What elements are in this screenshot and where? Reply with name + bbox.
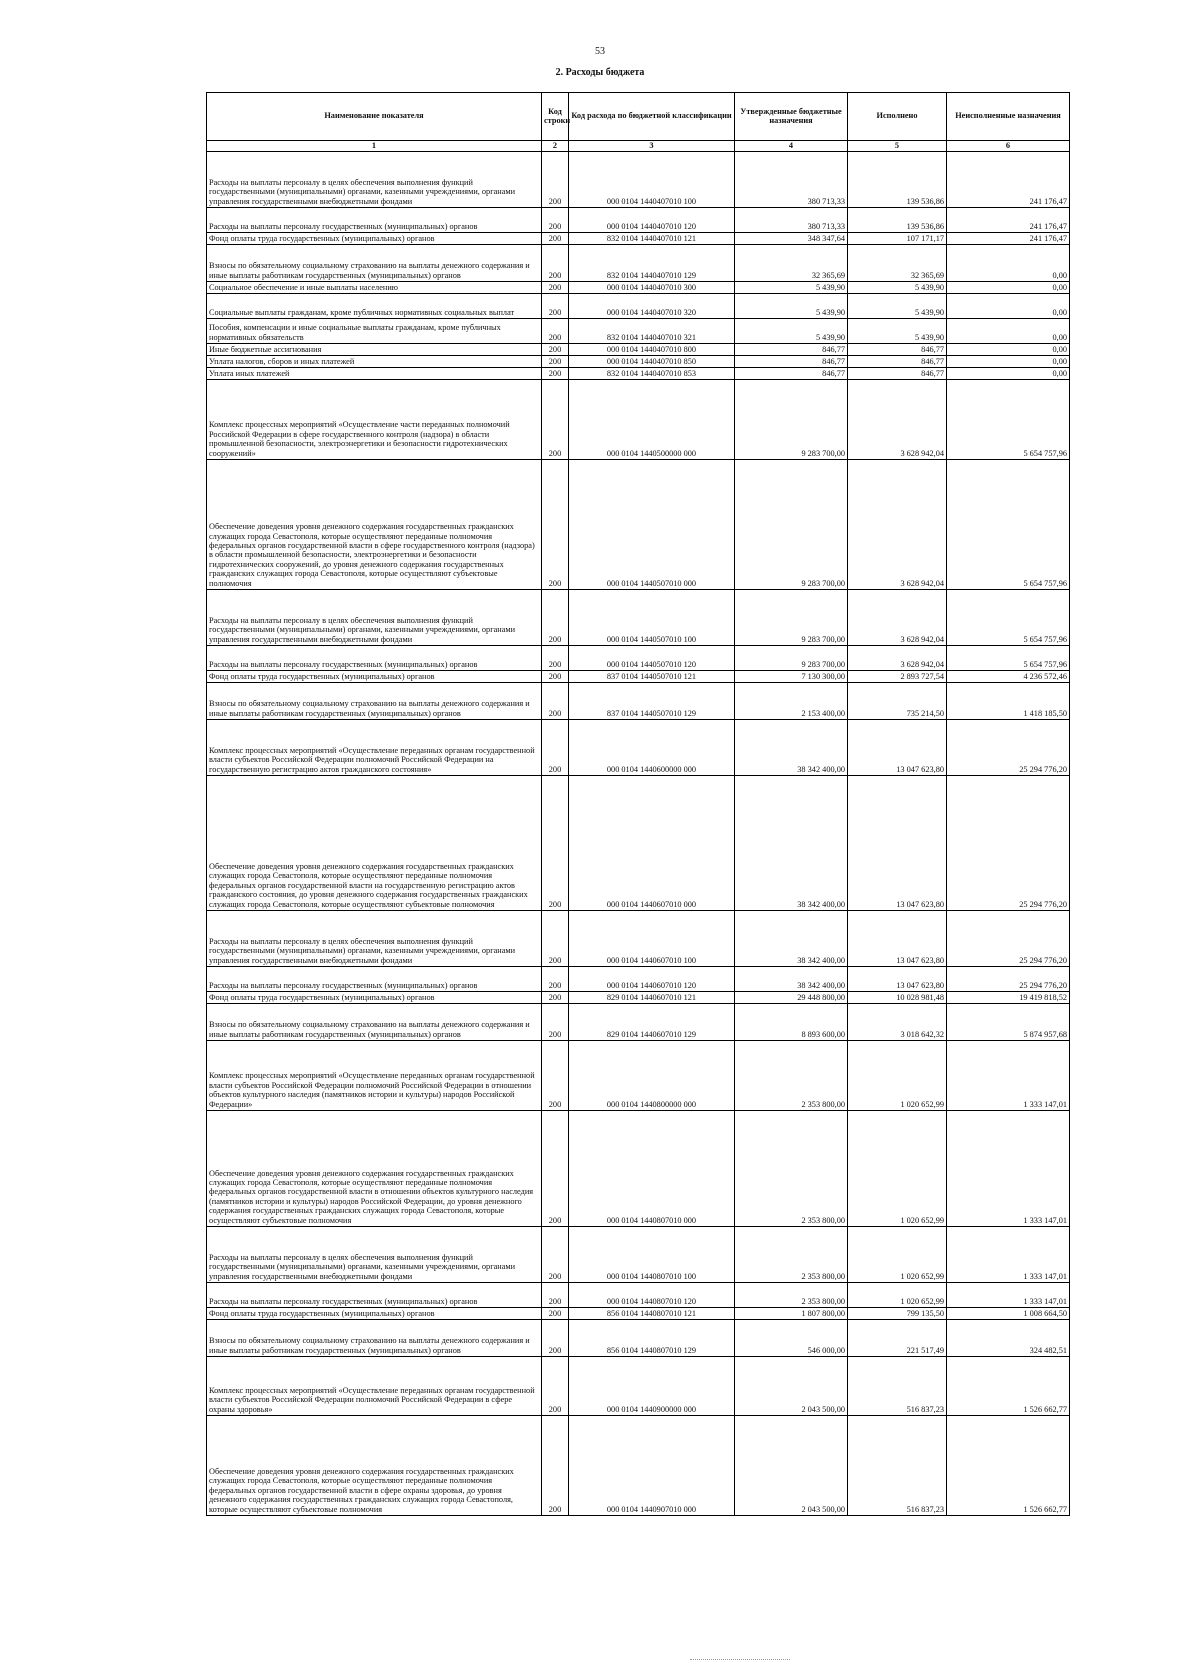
table-cell-line-code: 200: [542, 967, 569, 992]
table-row: [207, 152, 1070, 208]
table-row: [207, 294, 1070, 319]
table-cell-executed: 3 018 642,32: [848, 1004, 947, 1041]
table-cell-budget-code: 000 0104 1440407010 850: [569, 356, 735, 368]
table-cell-line-code: 200: [542, 344, 569, 356]
table-cell-line-code: 200: [542, 590, 569, 646]
table-cell-executed: 3 628 942,04: [848, 590, 947, 646]
table-cell-budget-code: 856 0104 1440807010 121: [569, 1308, 735, 1320]
table-cell-executed: 5 439,90: [848, 294, 947, 319]
table-cell-executed: 10 028 981,48: [848, 992, 947, 1004]
table-cell-line-code: 200: [542, 1308, 569, 1320]
table-cell-unexecuted: 0,00: [947, 344, 1070, 356]
table-cell-unexecuted: 5 654 757,96: [947, 590, 1070, 646]
table-cell-line-code: 200: [542, 460, 569, 590]
table-cell-unexecuted: 1 526 662,77: [947, 1416, 1070, 1516]
table-cell-budget-code: 000 0104 1440807010 120: [569, 1283, 735, 1308]
table-cell-approved: 2 043 500,00: [735, 1357, 848, 1416]
column-header-unexecuted: Неисполненные назначения: [947, 93, 1070, 141]
table-cell-budget-code: 829 0104 1440607010 121: [569, 992, 735, 1004]
table-cell-budget-code: 000 0104 1440507010 000: [569, 460, 735, 590]
table-cell-executed: 516 837,23: [848, 1357, 947, 1416]
table-cell-line-code: 200: [542, 356, 569, 368]
table-cell-approved: 38 342 400,00: [735, 967, 848, 992]
table-cell-unexecuted: 4 236 572,46: [947, 671, 1070, 683]
column-number: 1: [207, 141, 542, 152]
table-cell-name: Расходы на выплаты персоналу в целях обеспечения выполнения функций государственными (муниципальными) органами, казенными учреждениями, органами управления государственными внебюджетными фондами: [207, 152, 542, 208]
page-number: 53: [595, 46, 605, 57]
table-cell-approved: 2 353 800,00: [735, 1283, 848, 1308]
table-cell-budget-code: 000 0104 1440607010 100: [569, 911, 735, 967]
table-row: [207, 992, 1070, 1004]
table-cell-name: Комплекс процессных мероприятий «Осуществление переданных органам государственной власти субъектов Российской Федерации полномочий Российской Федерации в сфере охраны здоровья»: [207, 1357, 542, 1416]
table-cell-budget-code: 000 0104 1440407010 120: [569, 208, 735, 233]
table-cell-approved: 38 342 400,00: [735, 911, 848, 967]
table-cell-executed: 516 837,23: [848, 1416, 947, 1516]
table-cell-name: Фонд оплаты труда государственных (муниципальных) органов: [207, 992, 542, 1004]
table-cell-budget-code: 000 0104 1440500000 000: [569, 380, 735, 460]
table-cell-approved: 5 439,90: [735, 294, 848, 319]
table-cell-budget-code: 000 0104 1440600000 000: [569, 720, 735, 776]
table-cell-unexecuted: 1 333 147,01: [947, 1041, 1070, 1111]
table-row: [207, 380, 1070, 460]
table-cell-unexecuted: 0,00: [947, 368, 1070, 380]
table-row: [207, 344, 1070, 356]
table-cell-budget-code: 000 0104 1440607010 000: [569, 776, 735, 911]
expenses-table: [206, 92, 1070, 1516]
table-cell-unexecuted: 1 008 664,50: [947, 1308, 1070, 1320]
table-cell-line-code: 200: [542, 245, 569, 282]
table-cell-name: Расходы на выплаты персоналу государственных (муниципальных) органов: [207, 646, 542, 671]
table-cell-executed: 13 047 623,80: [848, 776, 947, 911]
table-cell-line-code: 200: [542, 1416, 569, 1516]
scan-artifact: [690, 1659, 790, 1662]
table-cell-approved: 846,77: [735, 344, 848, 356]
table-cell-unexecuted: 241 176,47: [947, 152, 1070, 208]
table-row: [207, 1227, 1070, 1283]
table-cell-name: Расходы на выплаты персоналу государственных (муниципальных) органов: [207, 967, 542, 992]
table-row: [207, 356, 1070, 368]
table-cell-line-code: 200: [542, 152, 569, 208]
table-cell-unexecuted: 25 294 776,20: [947, 720, 1070, 776]
column-header-executed: Исполнено: [848, 93, 947, 141]
table-cell-line-code: 200: [542, 282, 569, 294]
table-cell-approved: 2 353 800,00: [735, 1227, 848, 1283]
table-cell-unexecuted: 1 526 662,77: [947, 1357, 1070, 1416]
table-cell-approved: 846,77: [735, 356, 848, 368]
table-cell-approved: 2 153 400,00: [735, 683, 848, 720]
table-cell-unexecuted: 25 294 776,20: [947, 911, 1070, 967]
table-cell-executed: 107 171,17: [848, 233, 947, 245]
table-cell-executed: 13 047 623,80: [848, 720, 947, 776]
table-cell-name: Уплата налогов, сборов и иных платежей: [207, 356, 542, 368]
table-cell-budget-code: 832 0104 1440407010 129: [569, 245, 735, 282]
table-cell-name: Комплекс процессных мероприятий «Осуществление переданных органам государственной власти субъектов Российской Федерации полномочий Российской Федерации в отношении объектов культурного наследия (памятников истории и культуры) народов Российской Федерации»: [207, 1041, 542, 1111]
table-cell-approved: 2 353 800,00: [735, 1041, 848, 1111]
table-cell-unexecuted: 1 418 185,50: [947, 683, 1070, 720]
table-cell-executed: 139 536,86: [848, 208, 947, 233]
table-cell-executed: 221 517,49: [848, 1320, 947, 1357]
table-row: [207, 1357, 1070, 1416]
table-cell-line-code: 200: [542, 1283, 569, 1308]
table-cell-line-code: 200: [542, 294, 569, 319]
table-cell-budget-code: 000 0104 1440907010 000: [569, 1416, 735, 1516]
table-cell-approved: 1 807 800,00: [735, 1308, 848, 1320]
column-number: 2: [542, 141, 569, 152]
table-row: [207, 671, 1070, 683]
table-row: [207, 460, 1070, 590]
table-header-row: [207, 93, 1070, 141]
table-cell-approved: 5 439,90: [735, 319, 848, 344]
table-cell-line-code: 200: [542, 233, 569, 245]
table-row: [207, 683, 1070, 720]
table-cell-unexecuted: 0,00: [947, 319, 1070, 344]
table-cell-unexecuted: 241 176,47: [947, 208, 1070, 233]
table-cell-approved: 380 713,33: [735, 152, 848, 208]
table-row: [207, 1308, 1070, 1320]
table-cell-budget-code: 000 0104 1440607010 120: [569, 967, 735, 992]
table-cell-budget-code: 832 0104 1440407010 121: [569, 233, 735, 245]
table-cell-name: Обеспечение доведения уровня денежного содержания государственных гражданских служащих города Севастополя, которые осуществляют переданные полномочия федеральных органов государственной власти на государственную регистрацию актов гражданского состояния, до уровня денежного содержания государственных гражданских служащих города Севастополя, которые осуществляют субъектовые полномочия: [207, 776, 542, 911]
table-row: [207, 1283, 1070, 1308]
table-cell-name: Социальное обеспечение и иные выплаты населению: [207, 282, 542, 294]
table-cell-approved: 8 893 600,00: [735, 1004, 848, 1041]
table-cell-unexecuted: 19 419 818,52: [947, 992, 1070, 1004]
table-cell-budget-code: 829 0104 1440607010 129: [569, 1004, 735, 1041]
table-cell-executed: 13 047 623,80: [848, 967, 947, 992]
table-cell-budget-code: 000 0104 1440407010 800: [569, 344, 735, 356]
table-cell-approved: 2 043 500,00: [735, 1416, 848, 1516]
column-header-approved: Утвержденные бюджетные назначения: [735, 93, 848, 141]
table-cell-budget-code: 000 0104 1440407010 300: [569, 282, 735, 294]
table-cell-line-code: 200: [542, 1357, 569, 1416]
table-row: [207, 208, 1070, 233]
column-header-name: Наименование показателя: [207, 93, 542, 141]
table-cell-unexecuted: 241 176,47: [947, 233, 1070, 245]
table-cell-name: Взносы по обязательному социальному страхованию на выплаты денежного содержания и иные выплаты работникам государственных (муниципальных) органов: [207, 1320, 542, 1357]
table-cell-line-code: 200: [542, 646, 569, 671]
table-cell-name: Фонд оплаты труда государственных (муниципальных) органов: [207, 233, 542, 245]
table-row: [207, 1416, 1070, 1516]
table-cell-approved: 9 283 700,00: [735, 590, 848, 646]
column-number: 3: [569, 141, 735, 152]
table-row: [207, 1004, 1070, 1041]
table-cell-executed: 1 020 652,99: [848, 1041, 947, 1111]
table-cell-executed: 3 628 942,04: [848, 646, 947, 671]
table-cell-name: Социальные выплаты гражданам, кроме публичных нормативных социальных выплат: [207, 294, 542, 319]
table-cell-budget-code: 000 0104 1440900000 000: [569, 1357, 735, 1416]
table-row: [207, 282, 1070, 294]
table-cell-budget-code: 837 0104 1440507010 121: [569, 671, 735, 683]
table-cell-approved: 32 365,69: [735, 245, 848, 282]
table-cell-line-code: 200: [542, 992, 569, 1004]
table-cell-executed: 3 628 942,04: [848, 380, 947, 460]
table-cell-approved: 29 448 800,00: [735, 992, 848, 1004]
table-cell-name: Обеспечение доведения уровня денежного содержания государственных гражданских служащих города Севастополя, которые осуществляют переданные полномочия федеральных органов государственной власти в сфере государственного контроля (надзора) в области промышленной безопасности, электроэнергетики и безопасности гидротехнических сооружений, до уровня денежного содержания государственных гражданских служащих города Севастополя, которые осуществляют субъектовые полномочия: [207, 460, 542, 590]
table-cell-unexecuted: 5 654 757,96: [947, 380, 1070, 460]
table-cell-executed: 846,77: [848, 368, 947, 380]
table-cell-executed: 13 047 623,80: [848, 911, 947, 967]
table-cell-unexecuted: 0,00: [947, 356, 1070, 368]
table-cell-approved: 5 439,90: [735, 282, 848, 294]
table-row: [207, 1111, 1070, 1227]
table-cell-unexecuted: 5 654 757,96: [947, 460, 1070, 590]
table-cell-line-code: 200: [542, 208, 569, 233]
table-cell-approved: 9 283 700,00: [735, 646, 848, 671]
table-cell-line-code: 200: [542, 380, 569, 460]
table-cell-unexecuted: 5 874 957,68: [947, 1004, 1070, 1041]
table-cell-name: Взносы по обязательному социальному страхованию на выплаты денежного содержания и иные выплаты работникам государственных (муниципальных) органов: [207, 245, 542, 282]
table-cell-unexecuted: 324 482,51: [947, 1320, 1070, 1357]
table-cell-budget-code: 832 0104 1440407010 853: [569, 368, 735, 380]
table-cell-name: Расходы на выплаты персоналу в целях обеспечения выполнения функций государственными (муниципальными) органами, казенными учреждениями, органами управления государственными внебюджетными фондами: [207, 590, 542, 646]
table-cell-name: Обеспечение доведения уровня денежного содержания государственных гражданских служащих города Севастополя, которые осуществляют переданные полномочия федеральных органов государственной власти в сфере охраны здоровья, до уровня денежного содержания государственных гражданских служащих города Севастополя, которые осуществляют субъектовые полномочия: [207, 1416, 542, 1516]
table-cell-line-code: 200: [542, 776, 569, 911]
table-cell-approved: 7 130 300,00: [735, 671, 848, 683]
table-cell-executed: 32 365,69: [848, 245, 947, 282]
table-cell-budget-code: 000 0104 1440800000 000: [569, 1041, 735, 1111]
table-cell-name: Расходы на выплаты персоналу государственных (муниципальных) органов: [207, 1283, 542, 1308]
table-cell-executed: 3 628 942,04: [848, 460, 947, 590]
table-cell-executed: 846,77: [848, 356, 947, 368]
table-cell-line-code: 200: [542, 1227, 569, 1283]
table-cell-name: Уплата иных платежей: [207, 368, 542, 380]
section-title: 2. Расходы бюджета: [555, 67, 645, 78]
table-cell-approved: 380 713,33: [735, 208, 848, 233]
table-cell-unexecuted: 25 294 776,20: [947, 776, 1070, 911]
table-cell-line-code: 200: [542, 911, 569, 967]
table-cell-name: Взносы по обязательному социальному страхованию на выплаты денежного содержания и иные выплаты работникам государственных (муниципальных) органов: [207, 1004, 542, 1041]
table-cell-unexecuted: 1 333 147,01: [947, 1111, 1070, 1227]
table-row: [207, 720, 1070, 776]
table-cell-approved: 38 342 400,00: [735, 720, 848, 776]
table-cell-executed: 5 439,90: [848, 282, 947, 294]
table-row: [207, 1041, 1070, 1111]
table-row: [207, 1320, 1070, 1357]
table-cell-name: Фонд оплаты труда государственных (муниципальных) органов: [207, 1308, 542, 1320]
column-number: 5: [848, 141, 947, 152]
table-cell-executed: 799 135,50: [848, 1308, 947, 1320]
table-cell-approved: 38 342 400,00: [735, 776, 848, 911]
table-cell-name: Расходы на выплаты персоналу государственных (муниципальных) органов: [207, 208, 542, 233]
table-cell-unexecuted: 25 294 776,20: [947, 967, 1070, 992]
column-number: 6: [947, 141, 1070, 152]
column-numbers-row: [207, 141, 1070, 152]
table-row: [207, 646, 1070, 671]
table-cell-unexecuted: 0,00: [947, 282, 1070, 294]
table-cell-line-code: 200: [542, 1004, 569, 1041]
table-cell-budget-code: 000 0104 1440407010 320: [569, 294, 735, 319]
table-cell-approved: 846,77: [735, 368, 848, 380]
table-cell-line-code: 200: [542, 1041, 569, 1111]
table-cell-budget-code: 856 0104 1440807010 129: [569, 1320, 735, 1357]
table-cell-executed: 846,77: [848, 344, 947, 356]
table-cell-executed: 2 893 727,54: [848, 671, 947, 683]
table-cell-name: Взносы по обязательному социальному страхованию на выплаты денежного содержания и иные выплаты работникам государственных (муниципальных) органов: [207, 683, 542, 720]
table-cell-line-code: 200: [542, 368, 569, 380]
table-cell-line-code: 200: [542, 671, 569, 683]
table-cell-line-code: 200: [542, 720, 569, 776]
table-cell-executed: 1 020 652,99: [848, 1111, 947, 1227]
table-cell-unexecuted: 0,00: [947, 245, 1070, 282]
table-row: [207, 590, 1070, 646]
table-cell-unexecuted: 0,00: [947, 294, 1070, 319]
table-cell-budget-code: 000 0104 1440507010 100: [569, 590, 735, 646]
table-cell-line-code: 200: [542, 683, 569, 720]
column-header-code: Код расхода по бюджетной классификации: [569, 93, 735, 141]
table-cell-unexecuted: 1 333 147,01: [947, 1283, 1070, 1308]
column-header-line: Код строки: [542, 93, 569, 141]
table-row: [207, 776, 1070, 911]
table-cell-budget-code: 832 0104 1440407010 321: [569, 319, 735, 344]
table-cell-executed: 5 439,90: [848, 319, 947, 344]
table-cell-approved: 2 353 800,00: [735, 1111, 848, 1227]
table-cell-budget-code: 000 0104 1440807010 100: [569, 1227, 735, 1283]
table-row: [207, 319, 1070, 344]
table-cell-name: Обеспечение доведения уровня денежного содержания государственных гражданских служащих города Севастополя, которые осуществляют переданные полномочия федеральных органов государственной власти в отношении объектов культурного наследия (памятников истории и культуры) народов Российской Федерации, до уровня денежного содержания государственных гражданских служащих города Севастополя, которые осуществляют субъектовые полномочия: [207, 1111, 542, 1227]
table-cell-unexecuted: 1 333 147,01: [947, 1227, 1070, 1283]
table-row: [207, 368, 1070, 380]
table-cell-name: Расходы на выплаты персоналу в целях обеспечения выполнения функций государственными (муниципальными) органами, казенными учреждениями, органами управления государственными внебюджетными фондами: [207, 911, 542, 967]
table-row: [207, 967, 1070, 992]
table-row: [207, 911, 1070, 967]
table-cell-executed: 1 020 652,99: [848, 1283, 947, 1308]
table-cell-line-code: 200: [542, 319, 569, 344]
table-cell-budget-code: 000 0104 1440507010 120: [569, 646, 735, 671]
table-cell-name: Фонд оплаты труда государственных (муниципальных) органов: [207, 671, 542, 683]
table-cell-line-code: 200: [542, 1320, 569, 1357]
table-cell-approved: 348 347,64: [735, 233, 848, 245]
table-cell-approved: 546 000,00: [735, 1320, 848, 1357]
table-cell-executed: 1 020 652,99: [848, 1227, 947, 1283]
table-cell-budget-code: 837 0104 1440507010 129: [569, 683, 735, 720]
table-cell-approved: 9 283 700,00: [735, 380, 848, 460]
table-cell-budget-code: 000 0104 1440407010 100: [569, 152, 735, 208]
table-cell-name: Расходы на выплаты персоналу в целях обеспечения выполнения функций государственными (муниципальными) органами, казенными учреждениями, органами управления государственными внебюджетными фондами: [207, 1227, 542, 1283]
table-cell-executed: 139 536,86: [848, 152, 947, 208]
table-cell-unexecuted: 5 654 757,96: [947, 646, 1070, 671]
table-cell-name: Иные бюджетные ассигнования: [207, 344, 542, 356]
table-cell-executed: 735 214,50: [848, 683, 947, 720]
table-row: [207, 233, 1070, 245]
table-cell-name: Пособия, компенсации и иные социальные выплаты гражданам, кроме публичных нормативных обязательств: [207, 319, 542, 344]
table-cell-line-code: 200: [542, 1111, 569, 1227]
table-cell-name: Комплекс процессных мероприятий «Осуществление переданных органам государственной власти субъектов Российской Федерации полномочий Российской Федерации на государственную регистрацию актов гражданского состояния»: [207, 720, 542, 776]
column-number: 4: [735, 141, 848, 152]
table-row: [207, 245, 1070, 282]
table-body: [207, 152, 1070, 1516]
table-cell-name: Комплекс процессных мероприятий «Осуществление части переданных полномочий Российской Федерации в сфере государственного контроля (надзора) в области промышленной безопасности, электроэнергетики и безопасности гидротехнических сооружений»: [207, 380, 542, 460]
table-cell-budget-code: 000 0104 1440807010 000: [569, 1111, 735, 1227]
table-cell-approved: 9 283 700,00: [735, 460, 848, 590]
